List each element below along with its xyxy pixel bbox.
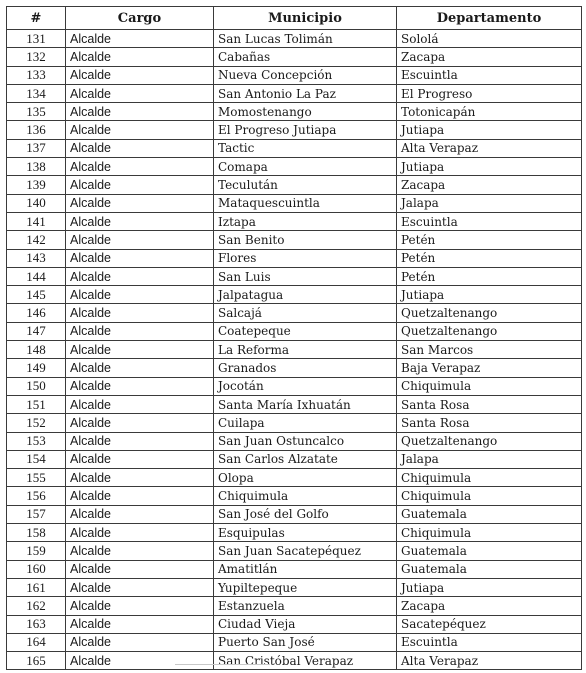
departamento-cell: Sacatepéquez — [397, 615, 582, 633]
departamento-cell: Chiquimula — [397, 487, 582, 505]
departamento-cell: Sololá — [397, 30, 582, 48]
municipio-cell: Jalpatagua — [214, 286, 397, 304]
table-row — [7, 377, 582, 395]
table-row — [7, 633, 582, 651]
cargo-cell: Alcalde — [66, 286, 214, 304]
row-number: 149 — [7, 359, 66, 377]
departamento-cell: Santa Rosa — [397, 414, 582, 432]
table-row — [7, 48, 582, 66]
table-row — [7, 322, 582, 340]
cargo-cell: Alcalde — [66, 487, 214, 505]
cargo-cell: Alcalde — [66, 139, 214, 157]
row-number: 137 — [7, 139, 66, 157]
departamento-cell: Jutiapa — [397, 158, 582, 176]
departamento-cell: Guatemala — [397, 542, 582, 560]
municipio-cell: Yupiltepeque — [214, 578, 397, 596]
municipio-cell: San Lucas Tolimán — [214, 30, 397, 48]
row-number: 143 — [7, 249, 66, 267]
cargo-cell: Alcalde — [66, 267, 214, 285]
cargo-cell: Alcalde — [66, 322, 214, 340]
table-row — [7, 652, 582, 670]
cargo-cell: Alcalde — [66, 66, 214, 84]
table-row — [7, 212, 582, 230]
departamento-cell: Petén — [397, 231, 582, 249]
row-number: 155 — [7, 469, 66, 487]
table-row — [7, 30, 582, 48]
table-row — [7, 414, 582, 432]
departamento-cell: El Progreso — [397, 84, 582, 102]
municipio-cell: San Carlos Alzatate — [214, 450, 397, 468]
cargo-cell: Alcalde — [66, 48, 214, 66]
row-number: 142 — [7, 231, 66, 249]
departamento-cell: Totonicapán — [397, 103, 582, 121]
cargo-cell: Alcalde — [66, 30, 214, 48]
municipio-cell: San Antonio La Paz — [214, 84, 397, 102]
table-row — [7, 139, 582, 157]
table-row — [7, 121, 582, 139]
row-number: 147 — [7, 322, 66, 340]
municipio-cell: San Juan Ostuncalco — [214, 432, 397, 450]
row-number: 133 — [7, 66, 66, 84]
cargo-cell: Alcalde — [66, 615, 214, 633]
row-number: 159 — [7, 542, 66, 560]
cargo-cell: Alcalde — [66, 524, 214, 542]
departamento-cell: Zacapa — [397, 176, 582, 194]
table-row — [7, 432, 582, 450]
municipio-cell: Cabañas — [214, 48, 397, 66]
cargo-cell: Alcalde — [66, 121, 214, 139]
row-number: 138 — [7, 158, 66, 176]
departamento-cell: Chiquimula — [397, 524, 582, 542]
cargo-cell: Alcalde — [66, 633, 214, 651]
table-row — [7, 286, 582, 304]
departamento-cell: Alta Verapaz — [397, 652, 582, 670]
table-row — [7, 469, 582, 487]
row-number: 156 — [7, 487, 66, 505]
departamento-cell: Guatemala — [397, 505, 582, 523]
departamento-cell: Chiquimula — [397, 377, 582, 395]
row-number: 139 — [7, 176, 66, 194]
row-number: 140 — [7, 194, 66, 212]
cargo-cell: Alcalde — [66, 341, 214, 359]
municipio-cell: Olopa — [214, 469, 397, 487]
cargo-cell: Alcalde — [66, 414, 214, 432]
municipio-cell: Salcajá — [214, 304, 397, 322]
cargo-cell: Alcalde — [66, 450, 214, 468]
row-number: 153 — [7, 432, 66, 450]
departamento-cell: Zacapa — [397, 597, 582, 615]
cargo-cell: Alcalde — [66, 395, 214, 413]
row-number: 141 — [7, 212, 66, 230]
departamento-cell: Quetzaltenango — [397, 432, 582, 450]
row-number: 157 — [7, 505, 66, 523]
table-row — [7, 542, 582, 560]
municipio-cell: Flores — [214, 249, 397, 267]
cargo-cell: Alcalde — [66, 652, 214, 670]
table-row — [7, 597, 582, 615]
table-row — [7, 578, 582, 596]
row-number: 163 — [7, 615, 66, 633]
row-number: 154 — [7, 450, 66, 468]
header-cargo: Cargo — [66, 7, 214, 30]
municipio-cell: San Cristóbal Verapaz — [214, 652, 397, 670]
table-row — [7, 505, 582, 523]
row-number: 145 — [7, 286, 66, 304]
departamento-cell: San Marcos — [397, 341, 582, 359]
scan-mark — [175, 664, 270, 671]
departamento-cell: Jutiapa — [397, 578, 582, 596]
cargo-cell: Alcalde — [66, 304, 214, 322]
table-row — [7, 84, 582, 102]
departamento-cell: Escuintla — [397, 66, 582, 84]
departamento-cell: Jalapa — [397, 450, 582, 468]
municipio-cell: San José del Golfo — [214, 505, 397, 523]
row-number: 162 — [7, 597, 66, 615]
table-row — [7, 231, 582, 249]
municipio-cell: Puerto San José — [214, 633, 397, 651]
departamento-cell: Alta Verapaz — [397, 139, 582, 157]
header-row — [7, 7, 582, 30]
departamento-cell: Baja Verapaz — [397, 359, 582, 377]
departamento-cell: Petén — [397, 267, 582, 285]
row-number: 161 — [7, 578, 66, 596]
departamento-cell: Santa Rosa — [397, 395, 582, 413]
table-row — [7, 304, 582, 322]
officials-table — [6, 6, 582, 670]
municipio-cell: Amatitlán — [214, 560, 397, 578]
header-number: # — [7, 7, 66, 30]
row-number: 150 — [7, 377, 66, 395]
departamento-cell: Escuintla — [397, 633, 582, 651]
header-departamento: Departamento — [397, 7, 582, 30]
row-number: 148 — [7, 341, 66, 359]
row-number: 164 — [7, 633, 66, 651]
cargo-cell: Alcalde — [66, 231, 214, 249]
municipio-cell: Jocotán — [214, 377, 397, 395]
row-number: 158 — [7, 524, 66, 542]
municipio-cell: Tactic — [214, 139, 397, 157]
departamento-cell: Quetzaltenango — [397, 322, 582, 340]
departamento-cell: Chiquimula — [397, 469, 582, 487]
cargo-cell: Alcalde — [66, 578, 214, 596]
cargo-cell: Alcalde — [66, 560, 214, 578]
municipio-cell: Mataquescuintla — [214, 194, 397, 212]
municipio-cell: Iztapa — [214, 212, 397, 230]
cargo-cell: Alcalde — [66, 469, 214, 487]
municipio-cell: San Benito — [214, 231, 397, 249]
cargo-cell: Alcalde — [66, 84, 214, 102]
municipio-cell: Coatepeque — [214, 322, 397, 340]
departamento-cell: Jutiapa — [397, 286, 582, 304]
cargo-cell: Alcalde — [66, 249, 214, 267]
cargo-cell: Alcalde — [66, 597, 214, 615]
cargo-cell: Alcalde — [66, 505, 214, 523]
row-number: 151 — [7, 395, 66, 413]
departamento-cell: Jutiapa — [397, 121, 582, 139]
municipio-cell: El Progreso Jutiapa — [214, 121, 397, 139]
row-number: 132 — [7, 48, 66, 66]
row-number: 152 — [7, 414, 66, 432]
cargo-cell: Alcalde — [66, 103, 214, 121]
row-number: 146 — [7, 304, 66, 322]
municipio-cell: Chiquimula — [214, 487, 397, 505]
departamento-cell: Petén — [397, 249, 582, 267]
table-row — [7, 615, 582, 633]
cargo-cell: Alcalde — [66, 359, 214, 377]
cargo-cell: Alcalde — [66, 377, 214, 395]
table-row — [7, 249, 582, 267]
cargo-cell: Alcalde — [66, 194, 214, 212]
table-row — [7, 158, 582, 176]
row-number: 160 — [7, 560, 66, 578]
row-number: 165 — [7, 652, 66, 670]
municipio-cell: Granados — [214, 359, 397, 377]
table-row — [7, 66, 582, 84]
table-row — [7, 560, 582, 578]
row-number: 144 — [7, 267, 66, 285]
row-number: 136 — [7, 121, 66, 139]
row-number: 131 — [7, 30, 66, 48]
municipio-cell: Cuilapa — [214, 414, 397, 432]
departamento-cell: Quetzaltenango — [397, 304, 582, 322]
table-row — [7, 524, 582, 542]
cargo-cell: Alcalde — [66, 176, 214, 194]
municipio-cell: Nueva Concepción — [214, 66, 397, 84]
table-row — [7, 103, 582, 121]
row-number: 135 — [7, 103, 66, 121]
table-row — [7, 341, 582, 359]
municipio-cell: La Reforma — [214, 341, 397, 359]
table-row — [7, 176, 582, 194]
cargo-cell: Alcalde — [66, 158, 214, 176]
table-row — [7, 359, 582, 377]
table-row — [7, 267, 582, 285]
municipio-cell: Ciudad Vieja — [214, 615, 397, 633]
departamento-cell: Zacapa — [397, 48, 582, 66]
municipio-cell: Santa María Ixhuatán — [214, 395, 397, 413]
municipio-cell: Estanzuela — [214, 597, 397, 615]
table-row — [7, 487, 582, 505]
cargo-cell: Alcalde — [66, 432, 214, 450]
cargo-cell: Alcalde — [66, 542, 214, 560]
municipio-cell: San Juan Sacatepéquez — [214, 542, 397, 560]
table-row — [7, 450, 582, 468]
departamento-cell: Escuintla — [397, 212, 582, 230]
departamento-cell: Guatemala — [397, 560, 582, 578]
municipio-cell: San Luis — [214, 267, 397, 285]
table-row — [7, 194, 582, 212]
cargo-cell: Alcalde — [66, 212, 214, 230]
table-row — [7, 395, 582, 413]
row-number: 134 — [7, 84, 66, 102]
municipio-cell: Teculután — [214, 176, 397, 194]
municipio-cell: Comapa — [214, 158, 397, 176]
header-municipio: Municipio — [214, 7, 397, 30]
municipio-cell: Momostenango — [214, 103, 397, 121]
municipio-cell: Esquipulas — [214, 524, 397, 542]
departamento-cell: Jalapa — [397, 194, 582, 212]
